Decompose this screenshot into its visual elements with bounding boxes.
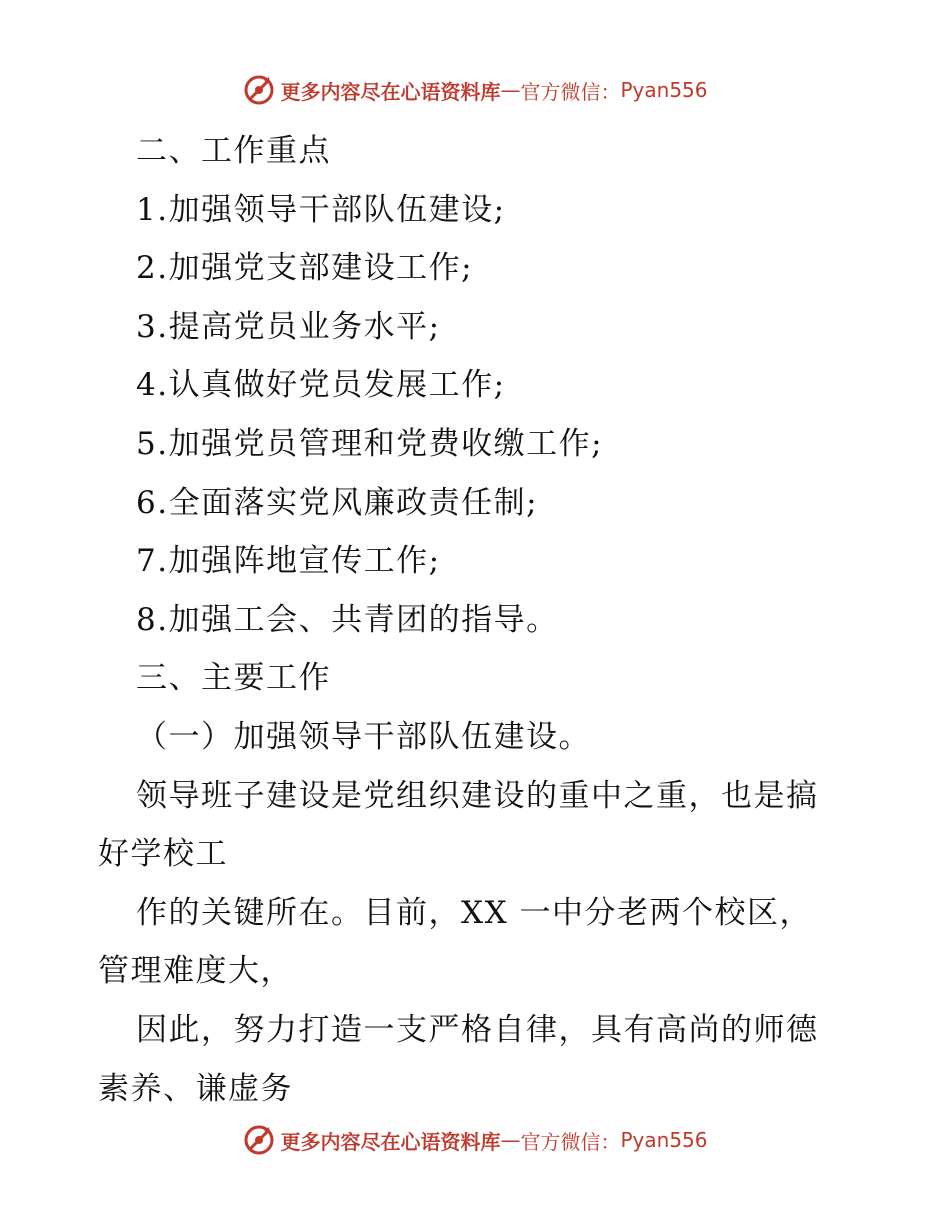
banner-dash: — — [500, 78, 521, 102]
document-line: 2.加强党支部建设工作; — [136, 250, 474, 287]
document-line: 管理难度大， — [98, 953, 293, 990]
banner-wechat-id: Pyan556 — [620, 78, 708, 102]
document-line: 作的关键所在。目前，XX 一中分老两个校区， — [136, 894, 812, 931]
document-line: 好学校工 — [98, 836, 228, 873]
document-line: 三、主要工作 — [136, 660, 331, 697]
document-line: （一）加强领导干部队伍建设。 — [136, 718, 591, 755]
document-line: 1.加强领导干部队伍建设; — [136, 191, 506, 228]
document-line: 4.认真做好党员发展工作; — [136, 367, 506, 404]
banner-dash: — — [500, 1128, 521, 1152]
document-line: 3.提高党员业务水平; — [136, 308, 441, 345]
header-watermark-banner — [0, 70, 950, 110]
document-line: 5.加强党员管理和党费收缴工作; — [136, 425, 604, 462]
document-body — [98, 122, 858, 1118]
brand-logo-icon — [242, 73, 276, 107]
banner-main-text: 更多内容尽在心语资料库 — [280, 1129, 501, 1154]
banner-official-text: 官方微信： — [520, 79, 621, 104]
document-line: 8.加强工会、共青团的指导。 — [136, 601, 559, 638]
document-line: 二、工作重点 — [136, 133, 331, 169]
footer-watermark-banner — [0, 1120, 950, 1160]
banner-official-text: 官方微信： — [520, 1129, 621, 1154]
document-line: 6.全面落实党风廉政责任制; — [136, 484, 539, 521]
brand-logo-icon — [242, 1123, 276, 1157]
document-line: 领导班子建设是党组织建设的重中之重，也是搞 — [136, 777, 819, 814]
document-line: 7.加强阵地宣传工作; — [136, 543, 441, 580]
banner-wechat-id: Pyan556 — [620, 1128, 708, 1152]
banner-main-text: 更多内容尽在心语资料库 — [280, 79, 501, 104]
document-line: 因此，努力打造一支严格自律，具有高尚的师德 — [136, 1011, 819, 1048]
document-line: 素养、谦虚务 — [98, 1070, 293, 1107]
